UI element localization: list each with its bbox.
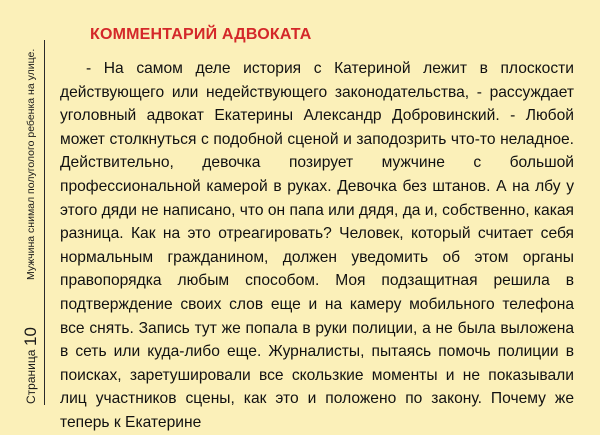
sidebar-divider [44,40,45,405]
page-marker [20,322,42,404]
running-header-caption: Мужчина снимал полуголого ребенка на улице. [25,48,37,280]
article-body: - На самом деле история с Катериной лежит в плоскости действующего или недействующего законодательства, - рассуждает уголовный адвокат Екатерины Александр Добровинский. - Любой может столкнуться с подобной сценой и заподозрить что-то неладное. Действительно, девочка позирует мужчине с большой профессиональной камерой в руках. Девочка без штанов. А на лбу у этого дяди не написано, что он папа или дядя, да и, собственно, какая разница. Как на это отреагировать? Человек, который считает себя нормальным гражданином, должен уведомить об этом органы правопорядка любым способом. Моя подзащитная решила в подтверждение своих слов еще и на камеру мобильного телефона все снять. Запись тут же попала в руки полиции, а не была выложена в сеть или куда-либо еще. Журналисты, пытаясь помочь полиции в поисках, заретушировали все скользкие моменты и не показывали лиц участников сцены, как это и положено по закону. Почему же теперь к Екатерине [60,60,574,431]
page-number: 10 [21,326,40,346]
page-sidebar [0,0,52,422]
article-heading: КОММЕНТАРИЙ АДВОКАТА [90,26,312,43]
page-label: Страница [24,349,38,404]
